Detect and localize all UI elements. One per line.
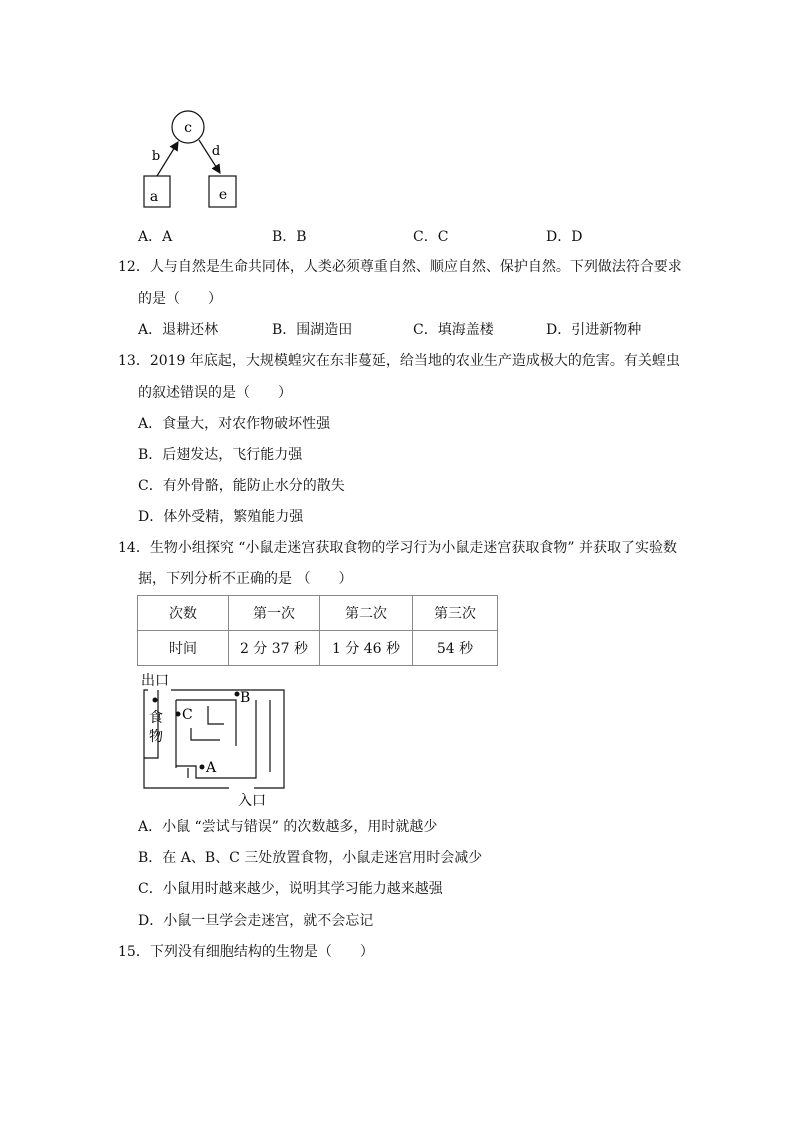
table-header-cell: 第一次 [229,596,320,631]
q12-stem-line2: 的是（ ） [138,291,222,307]
q12-option-c[interactable]: C．填海盖楼 [413,322,494,338]
table-cell: 1 分 46 秒 [320,631,413,666]
q12-option-d[interactable]: D．引进新物种 [546,322,642,338]
q14-option-b[interactable]: B．在 A、B、C 三处放置食物，小鼠走迷宫用时会减少 [138,850,483,866]
q12-option-b[interactable]: B．围湖造田 [272,322,353,338]
food-dot [153,698,158,703]
table-row [138,596,498,631]
table-header-cell: 次数 [138,596,229,631]
maze-diagram [136,668,292,810]
q13-option-a[interactable]: A．食量大，对农作物破坏性强 [138,416,331,432]
q15-stem-line1: 15．下列没有细胞结构的生物是（ ） [118,944,374,960]
experiment-data-table [137,595,498,666]
q11-option-a[interactable]: A．A [138,229,173,245]
q11-option-b[interactable]: B．B [272,229,307,245]
q14-option-c[interactable]: C．小鼠用时越来越少，说明其学习能力越来越强 [138,881,443,897]
q13-option-d[interactable]: D．体外受精，繁殖能力强 [138,509,304,525]
node-c-label: c [184,120,192,136]
q13-stem-line1: 13．2019 年底起，大规模蝗灾在东非蔓延，给当地的农业生产造成极大的危害。有关蝗虫 [118,353,680,369]
point-c-dot [176,712,181,717]
q13-option-c[interactable]: C．有外骨骼，能防止水分的散失 [138,478,345,494]
node-a-label: a [149,189,159,205]
maze-entrance-label: 入口 [238,793,266,809]
table-cell: 2 分 37 秒 [229,631,320,666]
edge-d-label: d [211,144,221,159]
point-b-dot [235,692,240,697]
table-header-cell: 第三次 [413,596,498,631]
q13-option-b[interactable]: B．后翅发达，飞行能力强 [138,447,303,463]
q12-option-a[interactable]: A．退耕还林 [138,322,219,338]
q11-option-d[interactable]: D．D [546,229,583,245]
table-cell: 54 秒 [413,631,498,666]
table-row [138,631,498,666]
q14-stem-line2: 据，下列分析不正确的是 （ ） [138,571,353,587]
edge-b-label: b [151,149,161,164]
maze-point-a-label: A [206,760,217,776]
point-a-dot [200,765,205,770]
maze-point-b-label: B [240,690,251,706]
maze-food-label-1: 食 [149,710,163,726]
q14-option-d[interactable]: D．小鼠一旦学会走迷宫，就不会忘记 [138,913,374,929]
q11-option-c[interactable]: C．C [413,229,449,245]
table-header-cell: 第二次 [320,596,413,631]
maze-food-label-2: 物 [149,729,163,745]
food-chain-diagram [130,100,260,215]
maze-point-c-label: C [182,707,193,723]
q12-stem-line1: 12．人与自然是生命共同体，人类必须尊重自然、顺应自然、保护自然。下列做法符合要求 [118,259,682,275]
maze-exit-label: 出口 [141,673,169,689]
node-e-label: e [218,187,228,203]
q14-option-a[interactable]: A．小鼠 “尝试与错误” 的次数越多，用时就越少 [138,819,438,835]
q14-stem-line1: 14．生物小组探究 “小鼠走迷宫获取食物的学习行为小鼠走迷宫获取食物” 并获取了实验数 [118,540,678,556]
q13-stem-line2: 的叙述错误的是（ ） [138,385,292,401]
table-cell: 时间 [138,631,229,666]
